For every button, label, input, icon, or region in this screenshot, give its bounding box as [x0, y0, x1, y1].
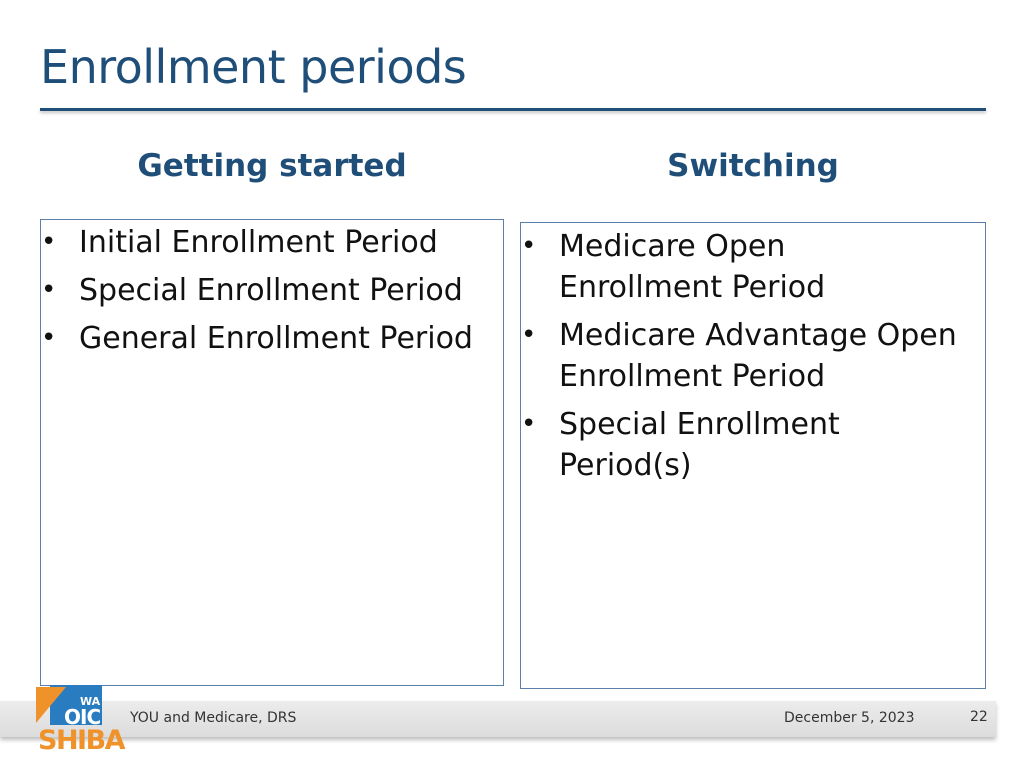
logo-wa-text: WA	[80, 695, 101, 708]
page-number: 22	[970, 709, 988, 725]
list-item	[41, 318, 473, 359]
bullet-text-line: Enrollment Period	[559, 359, 826, 394]
bullet-icon: •	[521, 320, 537, 350]
left-column-heading: Getting started	[137, 148, 407, 184]
list-item	[521, 226, 957, 308]
bullet-text: Initial Enrollment Period	[79, 225, 438, 260]
right-content-box	[520, 222, 986, 689]
shiba-logo	[36, 685, 125, 759]
footer-date: December 5, 2023	[784, 710, 915, 726]
bullet-text: General Enrollment Period	[79, 321, 473, 356]
slide-title: Enrollment periods	[40, 40, 467, 94]
right-column-heading: Switching	[667, 148, 839, 184]
left-content-box	[40, 219, 504, 686]
list-item	[521, 404, 957, 486]
bullet-icon: •	[521, 231, 537, 261]
bullet-text-line: Enrollment Period	[559, 270, 826, 305]
logo-orange-triangle	[36, 687, 66, 723]
title-divider	[40, 108, 986, 111]
logo-oic-text: OIC	[64, 705, 101, 729]
bullet-text-line: Period(s)	[559, 448, 692, 483]
bullet-text-line: Medicare Advantage Open	[559, 318, 957, 353]
list-item	[521, 315, 957, 397]
footer-caption: YOU and Medicare, DRS	[130, 710, 297, 726]
bullet-icon: •	[41, 323, 57, 353]
list-item	[41, 270, 473, 311]
bullet-icon: •	[521, 409, 537, 439]
bullet-text: Special Enrollment Period	[79, 273, 463, 308]
logo-shiba-text: SHIBA	[38, 725, 125, 756]
right-bullet-list	[521, 226, 957, 493]
bullet-icon: •	[41, 275, 57, 305]
left-bullet-list	[41, 222, 473, 366]
bullet-text-line: Medicare Open	[559, 229, 786, 264]
bullet-icon: •	[41, 227, 57, 257]
bullet-text-line: Special Enrollment	[559, 407, 840, 442]
list-item	[41, 222, 473, 263]
